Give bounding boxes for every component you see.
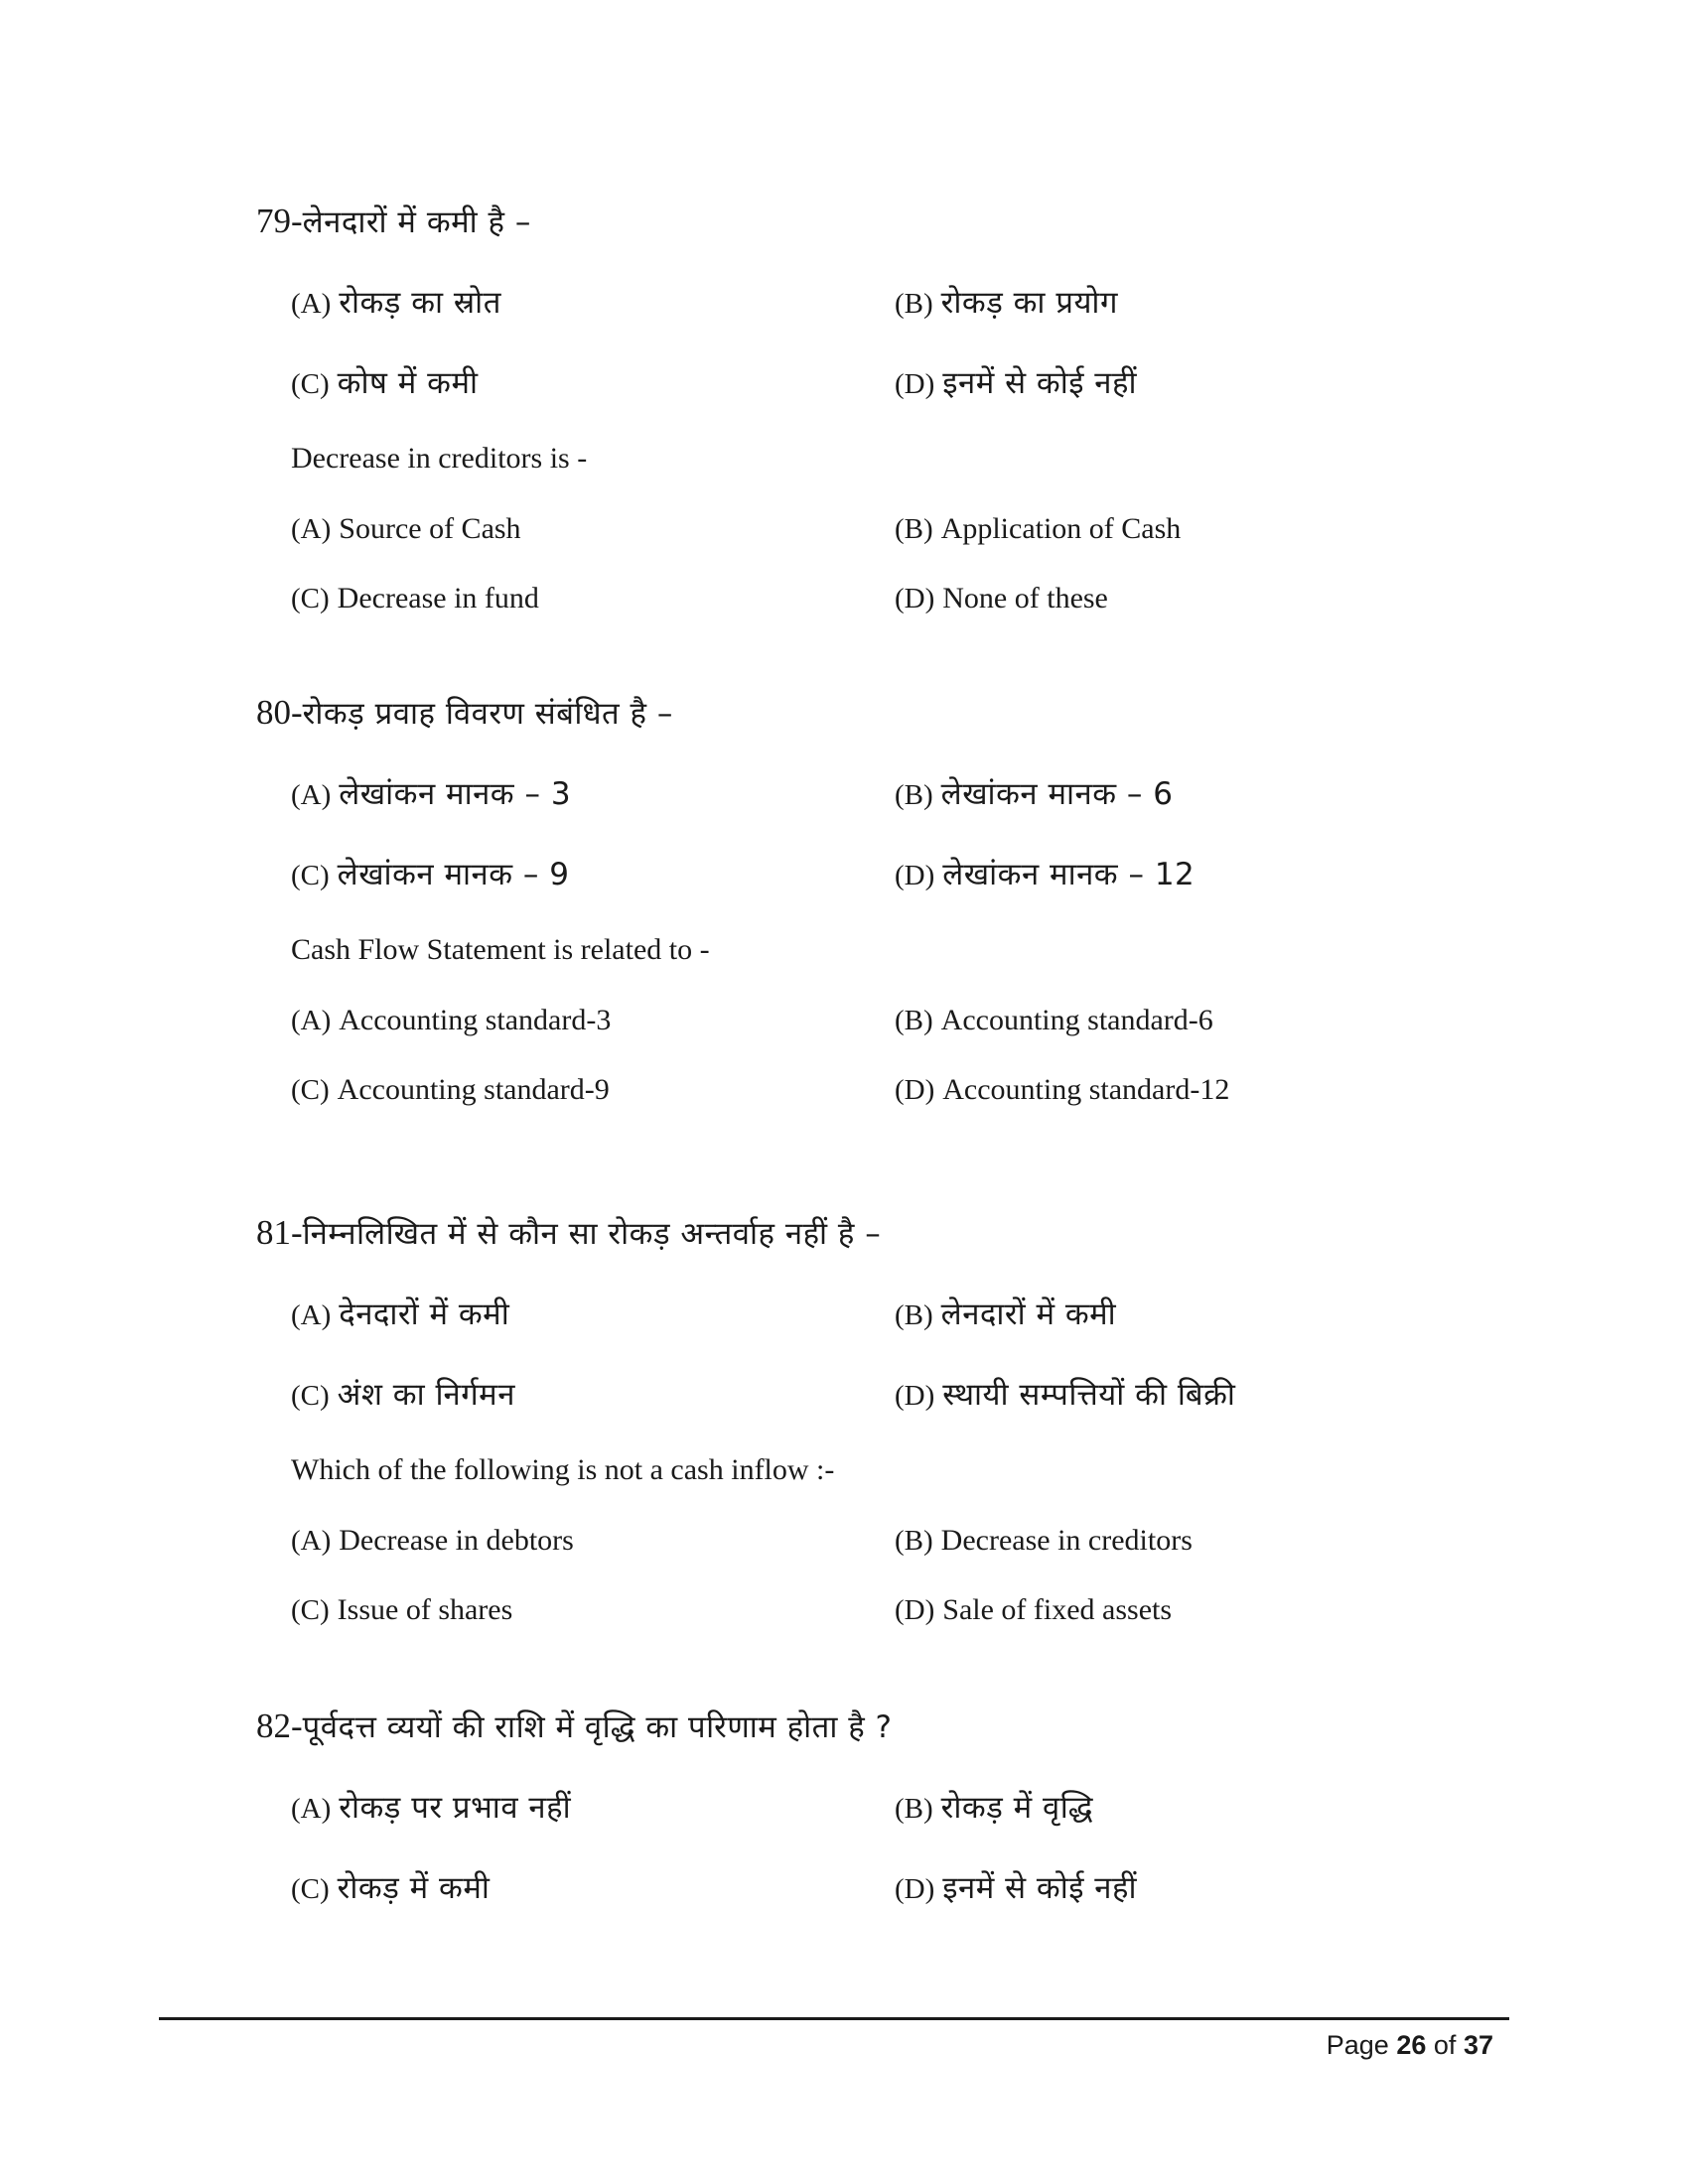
question-text-hindi: निम्नलिखित में से कौन सा रोकड़ अन्तर्वाह नहीं है – bbox=[302, 1216, 882, 1252]
question-text-hindi: पूर्वदत्त व्ययों की राशि में वृद्धि का परिणाम होता है ? bbox=[302, 1709, 893, 1745]
option-d-hindi: (D) इनमें से कोई नहीं bbox=[895, 1870, 1138, 1906]
option-row bbox=[291, 576, 1527, 621]
option-row bbox=[291, 852, 1527, 897]
footer-divider bbox=[159, 2017, 1509, 2020]
option-row bbox=[291, 1067, 1527, 1113]
option-b-english: (B) Accounting standard-6 bbox=[895, 1004, 1213, 1036]
question-number: 82- bbox=[256, 1706, 303, 1745]
option-row bbox=[291, 998, 1527, 1043]
option-a-hindi: (A) रोकड़ का स्रोत bbox=[291, 285, 501, 321]
question-number: 80- bbox=[256, 693, 303, 732]
option-c-hindi: (C) लेखांकन मानक – 9 bbox=[291, 857, 570, 892]
question-text-hindi: लेनदारों में कमी है – bbox=[302, 205, 531, 240]
option-a-hindi: (A) लेखांकन मानक – 3 bbox=[291, 776, 572, 812]
option-d-english: (D) Sale of fixed assets bbox=[895, 1593, 1173, 1626]
option-row bbox=[291, 1785, 1527, 1831]
option-b-hindi: (B) रोकड़ का प्रयोग bbox=[895, 285, 1118, 321]
question-81 bbox=[256, 1210, 1527, 1633]
option-row bbox=[291, 1292, 1527, 1337]
current-page: 26 bbox=[1396, 2030, 1427, 2060]
question-82 bbox=[256, 1704, 1527, 1911]
option-row bbox=[291, 1865, 1527, 1911]
option-c-english: (C) Decrease in fund bbox=[291, 582, 539, 614]
option-d-hindi: (D) स्थायी सम्पत्तियों की बिक्री bbox=[895, 1377, 1236, 1413]
option-c-english: (C) Issue of shares bbox=[291, 1593, 513, 1626]
page-word: Page bbox=[1326, 2030, 1389, 2060]
question-81-english: Which of the following is not a cash inflow :- bbox=[291, 1453, 835, 1486]
option-row bbox=[291, 1518, 1527, 1564]
question-number: 81- bbox=[256, 1213, 303, 1252]
option-c-hindi: (C) अंश का निर्गमन bbox=[291, 1377, 515, 1413]
question-80 bbox=[256, 690, 1527, 1113]
option-b-hindi: (B) लेनदारों में कमी bbox=[895, 1297, 1117, 1332]
question-79-english: Decrease in creditors is - bbox=[291, 442, 588, 475]
option-c-english: (C) Accounting standard-9 bbox=[291, 1073, 610, 1106]
option-row bbox=[291, 1372, 1527, 1418]
option-d-english: (D) None of these bbox=[895, 582, 1108, 614]
option-b-english: (B) Decrease in creditors bbox=[895, 1524, 1193, 1557]
total-pages: 37 bbox=[1463, 2030, 1493, 2060]
option-a-english: (A) Decrease in debtors bbox=[291, 1524, 574, 1557]
question-81-hindi bbox=[256, 1210, 1527, 1256]
option-d-hindi: (D) लेखांकन मानक – 12 bbox=[895, 857, 1196, 892]
option-row bbox=[291, 771, 1527, 817]
option-b-hindi: (B) रोकड़ में वृद्धि bbox=[895, 1790, 1094, 1826]
option-c-hindi: (C) रोकड़ में कमी bbox=[291, 1870, 491, 1906]
question-82-hindi bbox=[256, 1704, 1527, 1749]
option-a-hindi: (A) देनदारों में कमी bbox=[291, 1297, 510, 1332]
question-number: 79- bbox=[256, 202, 303, 240]
of-word: of bbox=[1433, 2030, 1457, 2060]
option-d-english: (D) Accounting standard-12 bbox=[895, 1073, 1230, 1106]
option-b-english: (B) Application of Cash bbox=[895, 512, 1182, 545]
question-text-hindi: रोकड़ प्रवाह विवरण संबंधित है – bbox=[302, 696, 673, 732]
question-80-hindi bbox=[256, 690, 1527, 736]
option-a-english: (A) Source of Cash bbox=[291, 512, 521, 545]
option-a-hindi: (A) रोकड़ पर प्रभाव नहीं bbox=[291, 1790, 572, 1826]
option-row bbox=[291, 280, 1527, 326]
option-c-hindi: (C) कोष में कमी bbox=[291, 365, 479, 401]
option-a-english: (A) Accounting standard-3 bbox=[291, 1004, 612, 1036]
page-number bbox=[1327, 2025, 1493, 2065]
question-79-hindi bbox=[256, 199, 1527, 244]
question-79 bbox=[256, 199, 1527, 621]
option-b-hindi: (B) लेखांकन मानक – 6 bbox=[895, 776, 1174, 812]
option-row bbox=[291, 506, 1527, 552]
option-d-hindi: (D) इनमें से कोई नहीं bbox=[895, 365, 1138, 401]
question-80-english: Cash Flow Statement is related to - bbox=[291, 933, 710, 966]
option-row bbox=[291, 1587, 1527, 1633]
option-row bbox=[291, 360, 1527, 406]
